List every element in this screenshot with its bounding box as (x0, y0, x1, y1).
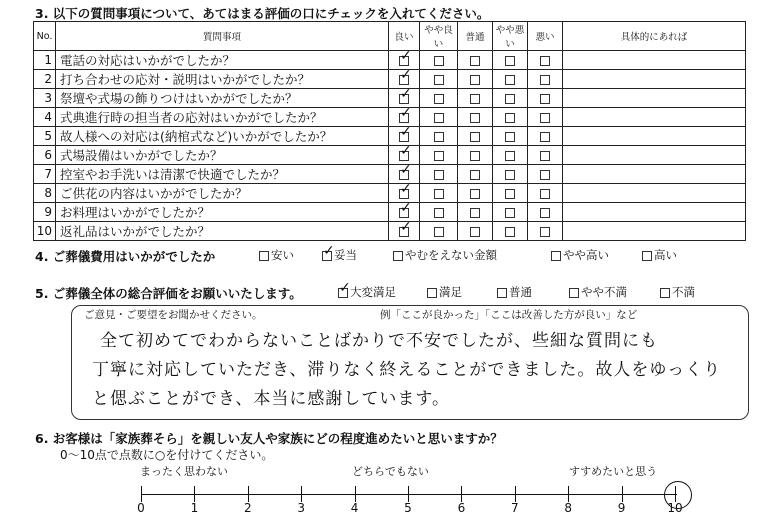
rating-checkbox[interactable] (505, 151, 515, 161)
rating-checkbox[interactable] (505, 208, 515, 218)
row-number: 2 (34, 70, 56, 89)
row-number: 10 (34, 222, 56, 241)
rating-checkbox[interactable] (434, 132, 444, 142)
rating-checkbox[interactable] (434, 113, 444, 123)
overall-checkbox[interactable] (338, 288, 348, 298)
section6-subtitle: 0～10点で点数に○を付けてください。 (60, 448, 274, 462)
scale-tick (568, 486, 569, 502)
overall-option-label: 満足 (439, 285, 462, 299)
section3-title: 3. 以下の質問事項について、あてはまる評価の口にチェックを入れてください。 (35, 6, 490, 21)
rating-checkbox[interactable] (399, 189, 409, 199)
row-number: 6 (34, 146, 56, 165)
cost-checkbox[interactable] (322, 251, 332, 261)
cost-option-label: 妥当 (334, 248, 357, 262)
rating-checkbox[interactable] (399, 208, 409, 218)
rating-checkbox[interactable] (540, 56, 550, 66)
rating-checkbox[interactable] (505, 170, 515, 180)
scale-tick (408, 486, 409, 502)
row-question: 打ち合わせの応対・説明はいかがでしたか？ (56, 70, 389, 89)
row-question: 電話の対応はいかがでしたか？ (56, 51, 389, 70)
row-detail[interactable] (563, 184, 746, 203)
rating-checkbox[interactable] (505, 132, 515, 142)
cost-option[interactable] (259, 247, 294, 263)
rating-checkbox[interactable] (399, 170, 409, 180)
table-row (34, 165, 746, 184)
row-number: 1 (34, 51, 56, 70)
overall-option-label: やや不満 (581, 285, 627, 299)
overall-option[interactable] (427, 284, 462, 300)
header-detail: 具体的にあれば (563, 22, 746, 51)
rating-checkbox[interactable] (399, 56, 409, 66)
row-detail[interactable] (563, 70, 746, 89)
rating-checkbox[interactable] (540, 151, 550, 161)
table-row (34, 51, 746, 70)
rating-checkbox[interactable] (470, 132, 480, 142)
row-detail[interactable] (563, 222, 746, 241)
table-row (34, 203, 746, 222)
row-detail[interactable] (563, 89, 746, 108)
scale-number[interactable]: 4 (350, 501, 359, 515)
cost-option[interactable] (393, 247, 497, 263)
overall-option[interactable] (338, 284, 396, 300)
scale-number[interactable]: 7 (510, 501, 519, 515)
cost-checkbox[interactable] (393, 251, 403, 261)
overall-option[interactable] (497, 284, 532, 300)
handwritten-line-2: 丁寧に対応していただき、滞りなく終えることができました。故人をゆっくり (92, 360, 722, 380)
header-bad: 悪い (528, 22, 563, 51)
rating-checkbox[interactable] (540, 132, 550, 142)
rating-checkbox[interactable] (505, 75, 515, 85)
rating-checkbox[interactable] (399, 113, 409, 123)
comment-example: 例「ここが良かった」「ここは改善した方が良い」など (380, 309, 638, 321)
scale-label-low: まったく思わない (140, 465, 228, 478)
cost-option[interactable] (642, 247, 677, 263)
row-question: 控室やお手洗いは清潔で快適でしたか？ (56, 165, 389, 184)
rating-checkbox[interactable] (470, 170, 480, 180)
rating-checkbox[interactable] (470, 189, 480, 199)
row-number: 5 (34, 127, 56, 146)
table-row (34, 70, 746, 89)
rating-checkbox[interactable] (470, 151, 480, 161)
rating-checkbox[interactable] (434, 94, 444, 104)
row-question: お料理はいかがでしたか？ (56, 203, 389, 222)
rating-checkbox[interactable] (470, 227, 480, 237)
rating-checkbox[interactable] (399, 227, 409, 237)
cost-checkbox[interactable] (642, 251, 652, 261)
rating-checkbox[interactable] (434, 189, 444, 199)
section5-title: 5. ご葬儀全体の総合評価をお願いいたします。 (35, 286, 302, 301)
row-question: ご供花の内容はいかがでしたか？ (56, 184, 389, 203)
rating-checkbox[interactable] (540, 227, 550, 237)
overall-checkbox[interactable] (497, 288, 507, 298)
rating-checkbox[interactable] (540, 94, 550, 104)
comment-label: ご意見・ご要望をお聞かせください。 (84, 309, 263, 321)
scale-number[interactable]: 1 (190, 501, 199, 515)
rating-checkbox[interactable] (434, 151, 444, 161)
cost-option[interactable] (322, 247, 357, 263)
cost-checkbox[interactable] (551, 251, 561, 261)
survey-table (33, 21, 746, 241)
score-circle (664, 481, 692, 509)
cost-option[interactable] (551, 247, 609, 263)
rating-checkbox[interactable] (434, 208, 444, 218)
scale-number[interactable]: 2 (243, 501, 252, 515)
rating-checkbox[interactable] (540, 208, 550, 218)
row-question: 式典進行時の担当者の応対はいかがでしたか？ (56, 108, 389, 127)
row-number: 7 (34, 165, 56, 184)
rating-checkbox[interactable] (399, 94, 409, 104)
cost-option-label: やや高い (563, 248, 609, 262)
row-number: 8 (34, 184, 56, 203)
row-question: 式場設備はいかがでしたか？ (56, 146, 389, 165)
rating-checkbox[interactable] (434, 56, 444, 66)
rating-checkbox[interactable] (434, 75, 444, 85)
header-fairly-bad: やや悪い (493, 22, 528, 51)
rating-checkbox[interactable] (399, 132, 409, 142)
rating-checkbox[interactable] (540, 170, 550, 180)
scale-line (141, 494, 677, 495)
row-detail[interactable] (563, 127, 746, 146)
cost-checkbox[interactable] (259, 251, 269, 261)
scale-number[interactable]: 6 (457, 501, 466, 515)
row-question: 故人様への対応は(納棺式など)いかがでしたか？ (56, 127, 389, 146)
rating-checkbox[interactable] (470, 94, 480, 104)
scale-number[interactable]: 8 (564, 501, 572, 515)
header-question: 質問事項 (56, 22, 389, 51)
scale-number[interactable]: 10 (667, 501, 683, 515)
overall-option-label: 普通 (509, 285, 532, 299)
rating-checkbox[interactable] (399, 75, 409, 85)
rating-checkbox[interactable] (540, 189, 550, 199)
scale-tick (461, 486, 462, 502)
table-row (34, 146, 746, 165)
scale-tick (141, 486, 142, 502)
cost-option-label: 安い (271, 248, 294, 262)
scale-number[interactable]: 3 (297, 501, 305, 515)
scale-number[interactable]: 0 (137, 501, 145, 515)
table-row (34, 184, 746, 203)
table-row (34, 222, 746, 241)
overall-checkbox[interactable] (569, 288, 579, 298)
rating-checkbox[interactable] (470, 113, 480, 123)
overall-option[interactable] (569, 284, 627, 300)
table-row (34, 89, 746, 108)
scale-tick (622, 486, 623, 502)
scale-number[interactable]: 9 (617, 501, 626, 515)
scale-number[interactable]: 5 (404, 501, 412, 515)
rating-checkbox[interactable] (540, 113, 550, 123)
row-detail[interactable] (563, 146, 746, 165)
overall-option[interactable] (660, 284, 695, 300)
row-question: 返礼品はいかがでしたか？ (56, 222, 389, 241)
cost-option-label: 高い (654, 248, 677, 262)
row-detail[interactable] (563, 51, 746, 70)
header-no: No. (34, 22, 56, 51)
scale-tick (248, 486, 249, 502)
section4-title: 4. ご葬儀費用はいかがでしたか (35, 249, 216, 264)
row-number: 9 (34, 203, 56, 222)
row-detail[interactable] (563, 165, 746, 184)
table-row (34, 127, 746, 146)
rating-checkbox[interactable] (399, 151, 409, 161)
row-number: 3 (34, 89, 56, 108)
overall-checkbox[interactable] (660, 288, 670, 298)
rating-checkbox[interactable] (470, 75, 480, 85)
handwritten-line-1: 全て初めてでわからないことばかりで不安でしたが、些細な質問にも (100, 331, 658, 351)
rating-checkbox[interactable] (540, 75, 550, 85)
rating-checkbox[interactable] (505, 56, 515, 66)
scale-tick (194, 486, 195, 502)
header-fairly-good: やや良い (420, 22, 458, 51)
scale-tick (301, 486, 302, 502)
scale-label-mid: どちらでもない (352, 465, 429, 478)
section6-title: 6. お客様は「家族葬そら」を親しい友人や家族にどの程度進めたいと思いますか？ (35, 431, 503, 446)
cost-option-label: やむをえない金額 (405, 248, 497, 262)
overall-checkbox[interactable] (427, 288, 437, 298)
handwritten-line-3: と偲ぶことができ、本当に感謝しています。 (92, 389, 450, 409)
rating-checkbox[interactable] (505, 113, 515, 123)
header-normal: 普通 (458, 22, 493, 51)
rating-checkbox[interactable] (434, 227, 444, 237)
scale-tick (355, 486, 356, 502)
row-question: 祭壇や式場の飾りつけはいかがでしたか？ (56, 89, 389, 108)
scale-label-high: すすめたいと思う (569, 465, 658, 478)
rating-checkbox[interactable] (470, 208, 480, 218)
rating-checkbox[interactable] (505, 227, 515, 237)
header-good: 良い (389, 22, 420, 51)
rating-checkbox[interactable] (434, 170, 444, 180)
scale-tick (515, 486, 516, 502)
table-row (34, 108, 746, 127)
row-detail[interactable] (563, 108, 746, 127)
overall-option-label: 大変満足 (350, 285, 396, 299)
rating-checkbox[interactable] (505, 94, 515, 104)
rating-checkbox[interactable] (505, 189, 515, 199)
row-detail[interactable] (563, 203, 746, 222)
rating-checkbox[interactable] (470, 56, 480, 66)
row-number: 4 (34, 108, 56, 127)
overall-option-label: 不満 (672, 285, 695, 299)
